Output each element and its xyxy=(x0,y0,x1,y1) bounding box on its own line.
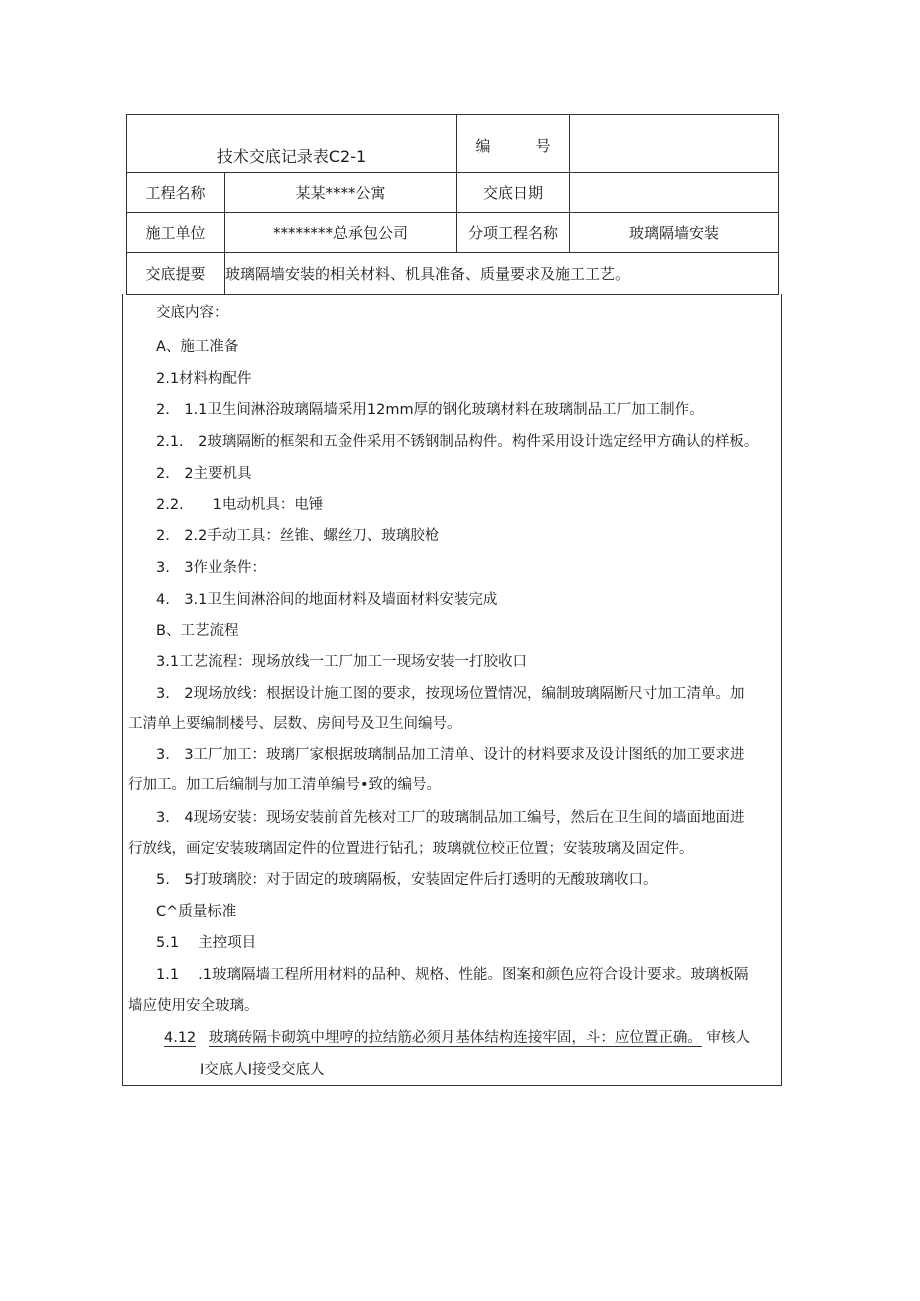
sub-project-value[interactable]: 玻璃隔墙安装 xyxy=(570,213,779,253)
content-line: 5. 5打玻璃胶：对于固定的玻璃隔板，安装固定件后打透明的无酸玻璃收口。 xyxy=(156,872,658,888)
content-line: 交底内容： xyxy=(156,305,229,321)
project-name-value[interactable]: 某某****公寓 xyxy=(225,173,457,213)
content-line: 3. 3工厂加工：玻璃厂家根据玻璃制品加工清单、设计的材料要求及设计图纸的加工要求进 xyxy=(156,747,745,763)
content-line: 2.2. 1电动机具：电锤 xyxy=(156,497,324,513)
construction-unit-label: 施工单位 xyxy=(127,213,225,253)
content-line: C^质量标准 xyxy=(156,904,237,920)
content-line: 工清单上要编制楼号、层数、房间号及卫生间编号。 xyxy=(128,716,462,732)
serial-label: 编 号 xyxy=(457,115,570,173)
content-line: 行放线，画定安装玻璃固定件的位置进行钻孔；玻璃就位校正位置；安装玻璃及固定件。 xyxy=(128,841,694,857)
construction-unit-value[interactable]: ********总承包公司 xyxy=(225,213,457,253)
content-line: 行加工。加工后编制与加工清单编号•致的编号。 xyxy=(128,777,442,793)
signature-row: I交底人I接受交底人 xyxy=(200,1062,325,1078)
content-line: A、施工准备 xyxy=(156,339,239,355)
content-line: 4. 3.1卫生间淋浴间的地面材料及墙面材料安装完成 xyxy=(156,592,498,608)
disclosure-date-value[interactable] xyxy=(570,173,779,213)
content-line: 3. 2现场放线：根据设计施工图的要求，按现场位置情况，编制玻璃隔断尺寸加工清单。加 xyxy=(156,686,745,702)
serial-value[interactable] xyxy=(570,115,779,173)
disclosure-content xyxy=(122,294,782,839)
reviewer-label: 审核人 xyxy=(706,1030,751,1046)
content-line: 墙应使用安全玻璃。 xyxy=(128,998,259,1014)
form-title: 技术交底记录表C2-1 xyxy=(127,115,457,173)
content-line: 2.1材料构配件 xyxy=(156,371,252,387)
content-line: 2.1. 2玻璃隔断的框架和五金件采用不锈钢制品构件。构件采用设计选定经甲方确认的样板。 xyxy=(156,434,759,450)
content-line: 3. 4现场安装：现场安装前首先核对工厂的玻璃制品加工编号，然后在卫生间的墙面地面进 xyxy=(156,810,745,826)
clause-text: 玻璃砖隔卡砌筑中埋哼的拉结筋必须月基体结构连接牢固，斗：应位置正确。 xyxy=(208,1030,702,1046)
content-line: 2. 2主要机具 xyxy=(156,466,252,482)
header-table xyxy=(126,114,779,295)
content-line: 2. 1.1卫生间淋浴玻璃隔墙采用12mm厚的钢化玻璃材料在玻璃制品工厂加工制作。 xyxy=(156,402,704,418)
summary-value[interactable]: 玻璃隔墙安装的相关材料、机具准备、质量要求及施工工艺。 xyxy=(225,253,779,295)
clause-number: 4.12 xyxy=(164,1030,197,1046)
content-line: 1.1 .1玻璃隔墙工程所用材料的品种、规格、性能。图案和颜色应符合设计要求。玻璃板隔 xyxy=(156,967,749,983)
content-line: 3.1工艺流程：现场放线一工厂加工一现场安装一打胶收口 xyxy=(156,654,528,670)
content-line: 2. 2.2手动工具：丝锥、螺丝刀、玻璃胶枪 xyxy=(156,528,440,544)
project-name-label: 工程名称 xyxy=(127,173,225,213)
summary-label: 交底提要 xyxy=(127,253,225,295)
disclosure-date-label: 交底日期 xyxy=(457,173,570,213)
clause-row xyxy=(164,1028,750,1048)
sub-project-label: 分项工程名称 xyxy=(457,213,570,253)
content-line: B、工艺流程 xyxy=(156,623,239,639)
content-line: 5.1 主控项目 xyxy=(156,935,257,951)
content-line: 3. 3作业条件： xyxy=(156,560,267,576)
